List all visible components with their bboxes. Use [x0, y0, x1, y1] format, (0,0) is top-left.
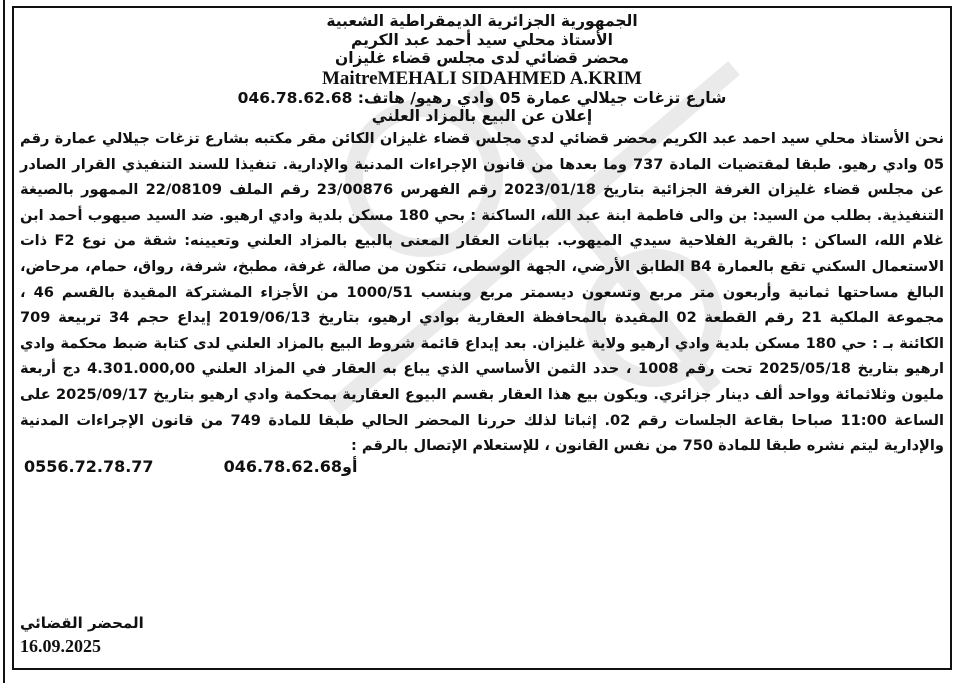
auction-notice	[12, 6, 952, 670]
signature-block	[20, 612, 144, 658]
office-address-phone: شارع تزغات جيلالي عمارة 05 وادي رهيو/ هاتف: 046.78.62.68	[237, 88, 727, 107]
phone-separator: أو	[342, 456, 358, 476]
notice-title: إعلان عن البيع بالمزاد العلني	[371, 107, 593, 126]
contact-phones	[24, 457, 940, 477]
page-edge-rule	[3, 0, 5, 683]
bailiff-name: الأستاذ محلي سيد أحمد عبد الكريم	[351, 30, 613, 49]
notice-header	[14, 12, 950, 126]
signature-date: 16.09.2025	[20, 636, 101, 656]
phone-number-1: 0556.72.78.77	[24, 456, 154, 476]
bailiff-name-latin: MaitreMEHALI SIDAHMED A.KRIM	[322, 67, 642, 89]
signature-title: المحضر القضائي	[20, 614, 144, 632]
republic-title: الجمهورية الجزائرية الديمقراطية الشعبية	[326, 12, 638, 30]
bailiff-office: محضر قضائي لدى مجلس قضاء غليزان	[335, 49, 629, 68]
notice-body: نحن الأستاذ محلي سيد احمد عبد الكريم محضر قضائي لدي مجلس قضاء غليزان الكائن مقر مكتبه بشارع تزغات جيلالي عمارة رقم 05 وادي رهيو. طبقا لمقتضيات المادة 737 وما بعدها من قانون الإجراءات المدنية والإدارية. تنفيذا للسند التنفيذي القرار الصادر عن مجلس قضاء غليزان الغرفة الجزائية بتاريخ 2023/01/18 رقم الفهرس 23/00876 رقم الملف 22/08109 الممهور بالصيغة التنفيذية. بطلب من السيد: بن والى فاطمة ابنة عبد الله، الساكنة : بحي 180 مسكن بلدية وادي ارهيو. ضد السيد صيهوب أحمد ابن غلام الله، الساكن : بالقرية الفلاحية سيدي الميهوب. بيانات العقار المعنى بالبيع بالمزاد العلني وتعيينه: شقة من نوع F2 ذات الاستعمال السكني تقع بالعمارة B4 الطابق الأرضي، الجهة الوسطى، تتكون من صالة، غرفة، مطبخ، شرفة، رواق، حمام، مرحاض، البالغ مساحتها ثمانية وأربعون متر مربع وتسعون ديسمتر مربع وبنسب 1000/51 من الأجزاء المشتركة المقيدة بالقسم 46 ، مجموعة الملكية 21 رقم القطعة 02 المقيدة بالمحافظة العقارية بوادي ارهيو، بتاريخ 2019/06/13 إيداع حجم 34 تربيعة 709 الكائنة بـ : حي 180 مسكن بلدية وادي ارهيو ولاية غليزان. بعد إيداع قائمة شروط البيع بالمزاد العلني لدى كتابة ضبط محكمة وادي ارهيو بتاريخ 2025/05/18 تحت رقم 1008 ، حدد الثمن الأساسي الذي يباع به العقار في المزاد العلني 4.301.000,00 دج أربعة مليون وثلاثمائة وواحد ألف دينار جزائري. ويكون بيع هذا العقار بقسم البيوع العقارية بمحكمة وادي ارهيو بتاريخ 2025/09/17 على الساعة 11:00 صباحا بقاعة الجلسات رقم 02. إثباتا لذلك حررنا المحضر الحالي طبقا للمادة 749 من قانون الإجراءات المدنية والإدارية ليتم نشره طبقا للمادة 750 من نفس القانون ، للإستعلام الإتصال بالرقم :	[20, 129, 945, 455]
phone-number-2: 046.78.62.68	[223, 456, 342, 476]
